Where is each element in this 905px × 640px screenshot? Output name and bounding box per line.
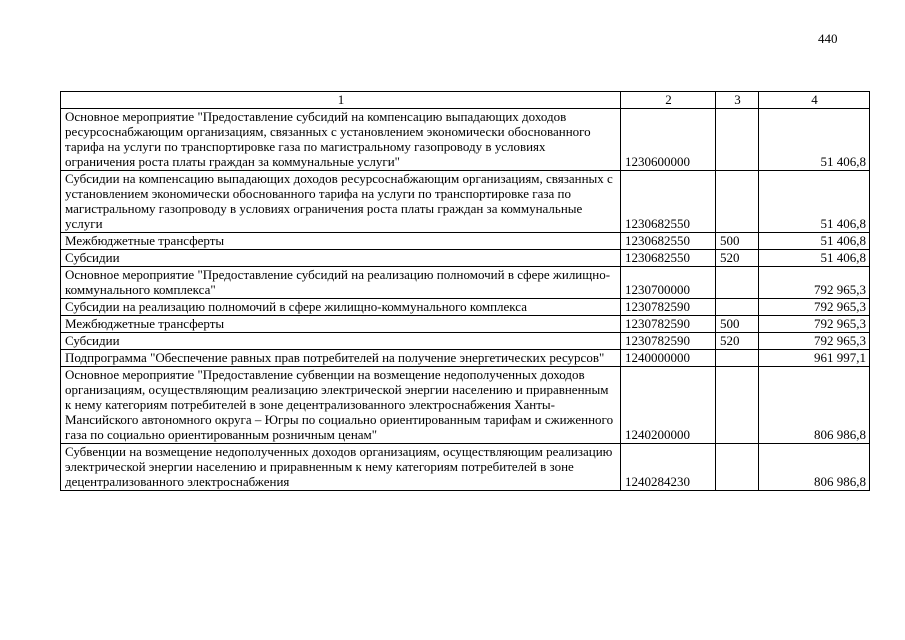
row-code: 1240284230 [621,444,716,491]
row-code: 1230700000 [621,267,716,299]
row-code: 1230682550 [621,250,716,267]
row-amount: 806 986,8 [759,367,870,444]
row-code: 1230682550 [621,233,716,250]
row-name: Основное мероприятие "Предоставление субсидий на реализацию полномочий в сфере жилищно-коммунального комплекса" [61,267,621,299]
row-amount: 51 406,8 [759,171,870,233]
row-name: Субвенции на возмещение недополученных доходов организациям, осуществляющим реализацию электрической энергии населению и приравненным к нему категориям потребителей в зоне децентрализованного электроснабжения [61,444,621,491]
table-row [61,350,870,367]
row-code: 1240200000 [621,367,716,444]
column-header-name: 1 [61,92,621,109]
column-header-code: 2 [621,92,716,109]
row-type [716,350,759,367]
column-header-amount: 4 [759,92,870,109]
table-row [61,367,870,444]
row-type [716,299,759,316]
page-number: 440 [818,31,838,46]
row-code: 1230782590 [621,316,716,333]
row-code: 1230782590 [621,333,716,350]
row-amount: 792 965,3 [759,299,870,316]
table-row [61,250,870,267]
table-row [61,316,870,333]
row-amount: 806 986,8 [759,444,870,491]
row-name: Субсидии на компенсацию выпадающих доходов ресурсоснабжающим организациям, связанных с установлением экономически обоснованного тарифа на услуги по транспортировке газа по магистральному газопроводу в условиях ограничения роста платы граждан за коммунальные услуги [61,171,621,233]
row-name: Межбюджетные трансферты [61,233,621,250]
row-amount: 51 406,8 [759,109,870,171]
row-type [716,367,759,444]
row-amount: 51 406,8 [759,250,870,267]
row-code: 1230682550 [621,171,716,233]
row-type: 500 [716,316,759,333]
row-type [716,171,759,233]
budget-table [60,91,870,491]
table-row [61,333,870,350]
row-type [716,109,759,171]
row-code: 1230600000 [621,109,716,171]
table-row [61,444,870,491]
row-amount: 961 997,1 [759,350,870,367]
table-row [61,233,870,250]
table-row [61,299,870,316]
row-name: Межбюджетные трансферты [61,316,621,333]
row-amount: 792 965,3 [759,316,870,333]
row-code: 1240000000 [621,350,716,367]
row-type: 520 [716,333,759,350]
row-type [716,267,759,299]
header-row [61,92,870,109]
table-row [61,109,870,171]
row-name: Субсидии [61,333,621,350]
column-header-type: 3 [716,92,759,109]
row-type: 500 [716,233,759,250]
table-row [61,267,870,299]
row-name: Основное мероприятие "Предоставление субвенции на возмещение недополученных доходов организациям, осуществляющим реализацию электрической энергии населению и приравненным к нему категориям потребителей в зоне децентрализованного электроснабжения Ханты-Мансийского автономного округа – Югры по социально ориентированным тарифам и сжиженного газа по социально ориентированным розничным ценам" [61,367,621,444]
row-amount: 792 965,3 [759,267,870,299]
row-name: Субсидии [61,250,621,267]
row-name: Основное мероприятие "Предоставление субсидий на компенсацию выпадающих доходов ресурсоснабжающим организациям, связанных с установлением экономически обоснованного тарифа на услуги по транспортировке газа по магистральному газопроводу в условиях ограничения роста платы граждан за коммунальные услуги" [61,109,621,171]
row-type [716,444,759,491]
row-name: Подпрограмма "Обеспечение равных прав потребителей на получение энергетических ресурсов" [61,350,621,367]
row-code: 1230782590 [621,299,716,316]
row-name: Субсидии на реализацию полномочий в сфере жилищно-коммунального комплекса [61,299,621,316]
row-amount: 792 965,3 [759,333,870,350]
row-amount: 51 406,8 [759,233,870,250]
table-row [61,171,870,233]
row-type: 520 [716,250,759,267]
